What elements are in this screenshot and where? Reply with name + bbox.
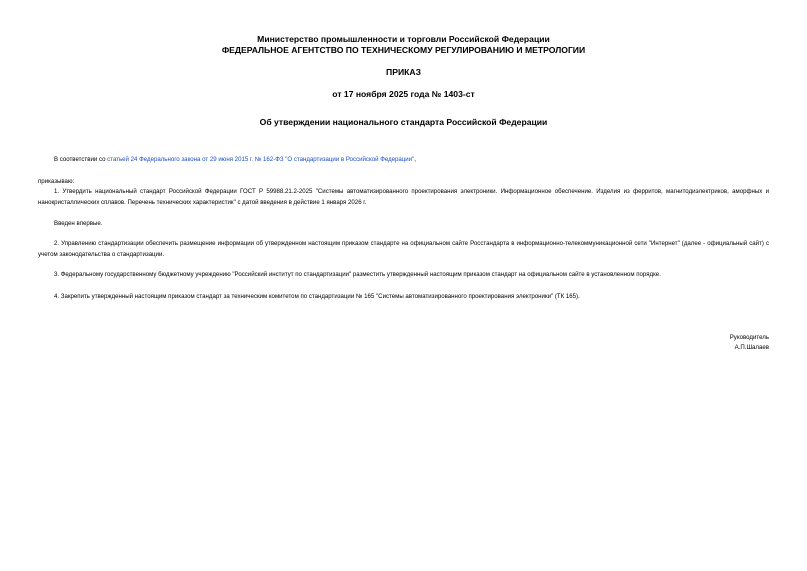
- ministry-name: Министерство промышленности и торговли Российской Федерации: [257, 34, 550, 44]
- signer-name: А.П.Шалаев: [734, 344, 769, 351]
- order-subject: Об утверждении национального стандарта Российской Федерации: [259, 117, 548, 127]
- orders-label: приказываю:: [38, 178, 75, 185]
- law-link[interactable]: статьей 24 Федерального закона от 29 июня 2015 г. № 162-ФЗ "О стандартизации в Российской Федерации": [107, 156, 415, 163]
- signature-block: [730, 333, 769, 353]
- signer-position: Руководитель: [729, 334, 769, 341]
- item-1-paragraph: 1. Утвердить национальный стандарт Российской Федерации ГОСТ Р 59988.21.2-2025 "Системы автоматизированного проектирования электроники. Информационное обеспечение. Изделия из ферритов, магнитодиэлектриков, аморфных и нанокристаллических сплавов. Перечень технических характеристик" с датой введения в действие 1 января 2026 г.: [38, 188, 769, 206]
- basis-paragraph: [38, 154, 769, 165]
- basis-prefix: В соответствии со: [54, 156, 108, 163]
- basis-suffix: ,: [414, 156, 416, 163]
- item-2-paragraph: 2. Управлению стандартизации обеспечить размещение информации об утвержденном настоящим приказом стандарте на официальном сайте Росстандарта в информационно-телекоммуникационной сети "Интернет" (далее - официальный сайт) с учетом законодательства о стандартизации.: [38, 240, 769, 258]
- item-4-paragraph: 4. Закрепить утвержденный настоящим приказом стандарт за техническим комитетом по стандартизации № 165 "Системы автоматизированного проектирования электроники" (ТК 165).: [54, 293, 580, 300]
- item-3-paragraph: 3. Федеральному государственному бюджетному учреждению "Российский институт по стандартизации" разместить утвержденный настоящим приказом стандарт на официальном сайте в установленном порядке.: [54, 271, 661, 278]
- agency-name: ФЕДЕРАЛЬНОЕ АГЕНТСТВО ПО ТЕХНИЧЕСКОМУ РЕГУЛИРОВАНИЮ И МЕТРОЛОГИИ: [221, 45, 586, 55]
- order-title: ПРИКАЗ: [386, 67, 421, 77]
- introduced-note: Введен впервые.: [54, 220, 103, 227]
- order-number: от 17 ноября 2025 года № 1403-ст: [332, 89, 475, 99]
